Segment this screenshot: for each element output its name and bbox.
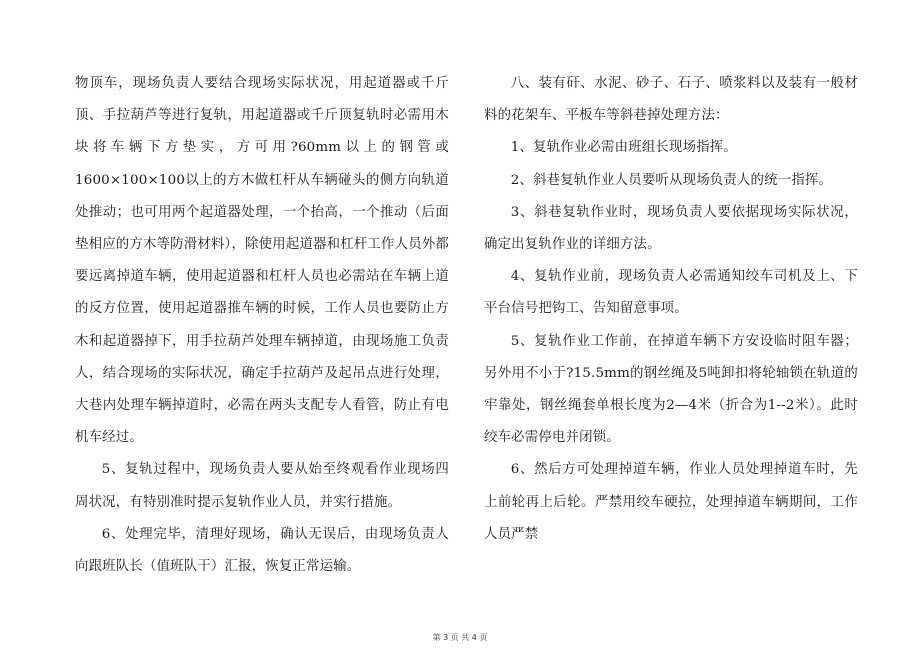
paragraph-step-6-right: 6、然后方可处理掉道车辆，作业人员处理掉道车时，先上前轮再上后轮。严禁用绞车硬拉，处理掉道车辆期间，工作人员严禁 bbox=[484, 462, 858, 542]
paragraph-continued: 物顶车，现场负责人要结合现场实际状况，用起道器或千斤顶、手拉葫芦等进行复轨，用起道器或千斤顶复轨时必需用木块将车辆下方垫实，方可用?60mm以上的钢管或1600×100×100以上的方木做杠杆从车辆碰头的侧方向轨道处推动；也可用两个起道器处理，一个抬高，一个推动（后面垫相应的方木等防滑材料），除使用起道器和杠杆工作人员外都要远离掉道车辆，使用起道器和杠杆人员也必需站在车辆上道的反方位置，使用起道器推车辆的时候，工作人员也要防止方木和起道器掉下，用手拉葫芦处理车辆掉道，由现场施工负责人，结合现场的实际状况，确定手拉葫芦及起吊点进行处理，大巷内处理车辆掉道时，必需在两头支配专人看管，防止有电机车经过。 bbox=[75, 76, 449, 446]
paragraph-step-4: 4、复轨作业前，现场负责人必需通知绞车司机及上、下平台信号把钩工、告知留意事项。 bbox=[484, 269, 858, 317]
paragraph-step-5-right: 5、复轨作业工作前，在掉道车辆下方安设临时阻车器；另外用不小于?15.5mm的钢丝绳及5吨卸扣将轮轴锁在轨道的牢靠处，钢丝绳套单根长度为2—4米（折合为1--2米）。此时绞车必需停电并闭锁。 bbox=[484, 333, 858, 446]
paragraph-step-1: 1、复轨作业必需由班组长现场指挥。 bbox=[510, 140, 737, 156]
paragraph-step-5: 5、复轨过程中，现场负责人要从始至终观看作业现场四周状况，有特别准时提示复轨作业人员，并实行措施。 bbox=[75, 462, 449, 510]
right-column bbox=[484, 68, 858, 551]
section-heading-8: 八、装有矸、水泥、砂子、石子、喷浆料以及装有一般材料的花架车、平板车等斜巷掉处理方法： bbox=[484, 76, 858, 124]
left-column bbox=[75, 68, 449, 583]
paragraph-step-3: 3、斜巷复轨作业时，现场负责人要依据现场实际状况，确定出复轨作业的详细方法。 bbox=[484, 204, 858, 253]
page-number-footer: 第 3 页 共 4 页 bbox=[432, 633, 488, 642]
paragraph-step-6: 6、处理完毕，清理好现场，确认无误后，由现场负责人向跟班队长（值班队干）汇报，恢复正常运输。 bbox=[75, 526, 449, 575]
paragraph-step-2: 2、斜巷复轨作业人员要听从现场负责人的统一指挥。 bbox=[510, 172, 833, 188]
